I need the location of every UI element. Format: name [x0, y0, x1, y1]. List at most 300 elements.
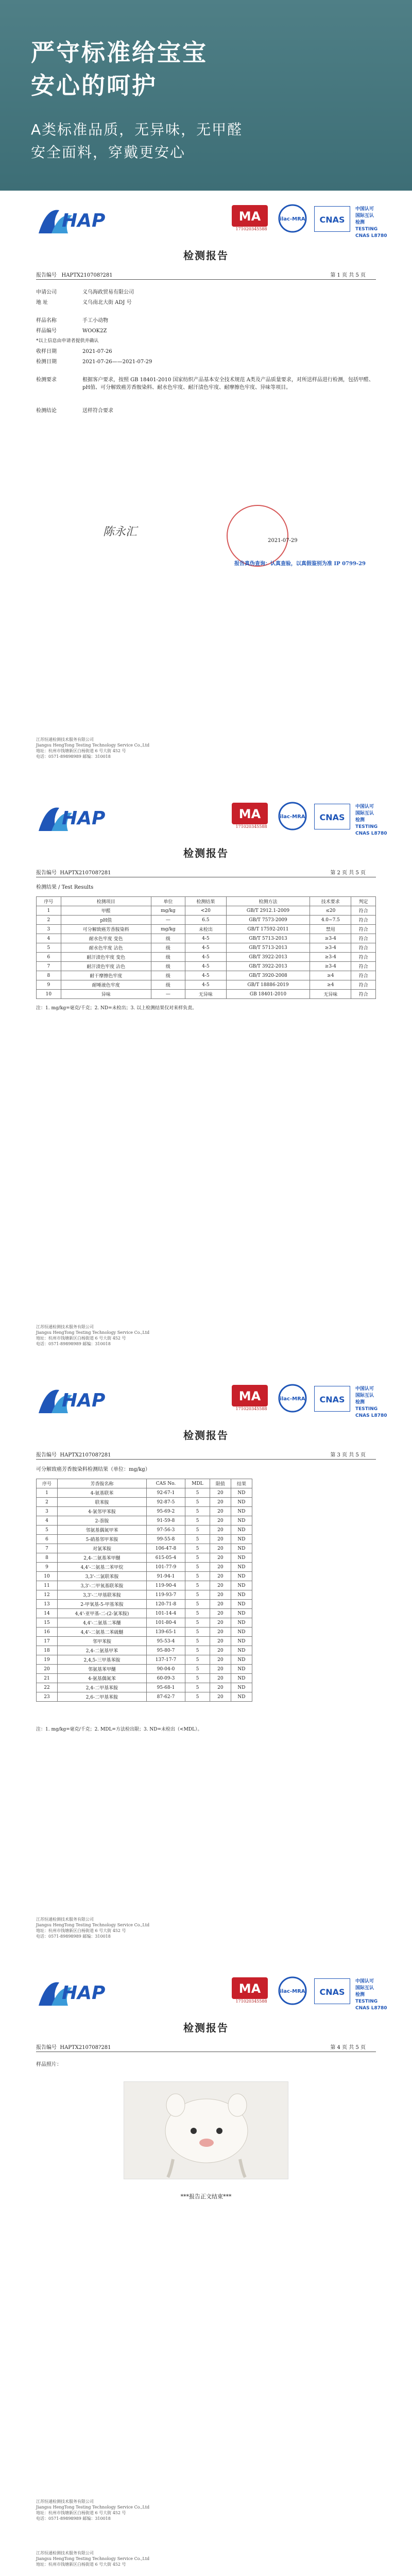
table-cell: 8: [37, 1553, 58, 1563]
table-cell: 87-62-7: [146, 1692, 185, 1702]
sample-name-label: 样品名称: [36, 318, 57, 324]
table-cell: 4: [37, 934, 61, 943]
table-cell: pH值: [61, 916, 151, 925]
received-label: 收样日期: [36, 349, 57, 354]
table-header-row: [37, 897, 376, 906]
table-cell: 20: [210, 1683, 231, 1692]
table-cell: GB/T 2912.1-2009: [226, 906, 310, 916]
table-cell: GB/T 5713-2013: [226, 934, 310, 943]
report-page-3: [0, 1370, 412, 1947]
table-cell: 9: [37, 1563, 58, 1572]
table-cell: 5: [185, 1544, 210, 1553]
ilac-logo-icon: [278, 802, 307, 831]
table-cell: 可分解致癌芳香胺染料: [61, 925, 151, 934]
table-cell: ND: [231, 1646, 252, 1655]
cnas-side-line: TESTING: [355, 1999, 378, 2004]
table-header-cell: 检测方法: [226, 897, 310, 906]
table-cell: 级: [151, 962, 185, 971]
table-cell: 5: [185, 1637, 210, 1646]
report-number-value: HAPTX210708?281: [60, 2045, 111, 2050]
ma-cert-number: 171020345588: [235, 824, 267, 829]
report-number: [36, 270, 113, 278]
table-cell: 7: [37, 962, 61, 971]
table-cell: 6: [37, 1535, 58, 1544]
table-cell: 20: [210, 1590, 231, 1600]
table-cell: 级: [151, 980, 185, 990]
sample-photo-label: 样品照片：: [36, 2062, 62, 2067]
footer-line: 江苏恒通检测技术服务有限公司: [36, 1325, 94, 1329]
hero-headline-line1: 严守标准给宝宝: [31, 39, 208, 66]
cnas-side-text: [355, 206, 387, 240]
table-row: [37, 1581, 252, 1590]
table-row: [37, 1646, 252, 1655]
table-intro: 检测结果 / Test Results: [36, 885, 94, 890]
cnas-side-line: TESTING: [355, 1406, 378, 1412]
table-cell: 20: [210, 1553, 231, 1563]
cnas-logo-icon: [314, 1978, 350, 2004]
hero-banner: [0, 0, 412, 191]
table-cell: 95-69-2: [146, 1507, 185, 1516]
table-cell: 7: [37, 1544, 58, 1553]
table-cell: 3: [37, 925, 61, 934]
cnas-side-line: 国际互认: [355, 213, 374, 218]
table-cell: ND: [231, 1535, 252, 1544]
table-cell: 符合: [351, 943, 376, 953]
table-cell: 4-氨基偶氮苯: [58, 1674, 147, 1683]
table-cell: 3: [37, 1507, 58, 1516]
table-cell: 耐汗渍色牢度 变色: [61, 953, 151, 962]
table-header-cell: 判定: [351, 897, 376, 906]
table-cell: —: [151, 916, 185, 925]
table-cell: 23: [37, 1692, 58, 1702]
footer-line: 江苏恒通检测技术服务有限公司: [36, 2499, 94, 2504]
table-cell: 20: [210, 1609, 231, 1618]
table-cell: 5: [185, 1563, 210, 1572]
table-cell: 2-甲氧基-5-甲基苯胺: [58, 1600, 147, 1609]
table-cell: 5: [185, 1516, 210, 1526]
ilac-logo-text: ilac-MRA: [280, 1989, 305, 1994]
table-row: [37, 1498, 252, 1507]
table-cell: 耐水色牢度 变色: [61, 934, 151, 943]
table-cell: 20: [210, 1600, 231, 1609]
table-cell: ND: [231, 1507, 252, 1516]
table-cell: ND: [231, 1572, 252, 1581]
table-cell: 20: [210, 1498, 231, 1507]
footer-line: 地址：杭州市钱塘新区白杨街道 6 号大街 452 号: [36, 1336, 126, 1341]
table-row: [37, 1572, 252, 1581]
cnas-side-line: 检测: [355, 1400, 365, 1405]
page-number: 第 3 页 共 5 页: [330, 1452, 366, 1458]
report-number-label: 报告编号: [36, 273, 57, 278]
table-cell: ND: [231, 1581, 252, 1590]
table-cell: 5: [185, 1683, 210, 1692]
footer-line: 电话：0571-89898989 邮编：310018: [36, 2516, 111, 2521]
cnas-side-line: 检测: [355, 220, 365, 225]
table-row: [37, 1609, 252, 1618]
table-cell: GB 18401-2010: [226, 990, 310, 999]
table-cell: 5: [185, 1581, 210, 1590]
table-cell: 5: [185, 1572, 210, 1581]
test-period-row: [36, 358, 152, 366]
table-cell: ND: [231, 1544, 252, 1553]
table-row: [37, 1544, 252, 1553]
table-cell: 22: [37, 1683, 58, 1692]
table-cell: 无异味: [310, 990, 351, 999]
table-cell: 90-04-0: [146, 1665, 185, 1674]
table-cell: 20: [210, 1674, 231, 1683]
table-cell: 2,6-二甲基苯胺: [58, 1692, 147, 1702]
table-header-cell: 序号: [37, 897, 61, 906]
table-cell: 级: [151, 971, 185, 980]
report-page-2: [0, 788, 412, 1355]
table-row: [37, 971, 376, 980]
table-cell: 邻氨基苯甲醚: [58, 1665, 147, 1674]
footer-line: 地址：杭州市钱塘新区白杨街道 6 号大街 452 号: [36, 749, 126, 753]
table-cell: ND: [231, 1665, 252, 1674]
table-cell: 4: [37, 1516, 58, 1526]
cnas-side-line: 检测: [355, 1992, 365, 1997]
table-cell: 20: [210, 1507, 231, 1516]
ma-cert-number: 171020345588: [235, 1999, 267, 2004]
table-cell: 119-93-7: [146, 1590, 185, 1600]
ilac-logo-icon: [278, 1976, 307, 2005]
table-cell: 20: [210, 1535, 231, 1544]
address-label: 地 址: [36, 300, 48, 306]
sample-photo: [124, 2081, 288, 2179]
cnas-side-line: CNAS L8780: [355, 1413, 387, 1418]
hap-logo-text: HAP: [62, 210, 106, 231]
table-cell: 137-17-7: [146, 1655, 185, 1665]
table-cell: 20: [210, 1665, 231, 1674]
ma-logo-text: MA: [238, 807, 261, 821]
table-cell: 异味: [61, 990, 151, 999]
page-footer: [36, 1917, 211, 1939]
table-row: [37, 1563, 252, 1572]
table-header-cell: CAS No.: [146, 1479, 185, 1488]
table-cell: 5: [185, 1553, 210, 1563]
page-footer: [36, 1324, 211, 1347]
table-row: [37, 906, 376, 916]
table-cell: 15: [37, 1618, 58, 1628]
report-number: [36, 2043, 111, 2050]
table-cell: 10: [37, 990, 61, 999]
table-cell: 3,3'-二氯联苯胺: [58, 1572, 147, 1581]
table-header-cell: 技术要求: [310, 897, 351, 906]
table-cell: 邻氨基偶氮甲苯: [58, 1526, 147, 1535]
cnas-side-line: 中国认可: [355, 1386, 374, 1392]
cnas-logo-icon: [314, 804, 350, 829]
table-cell: 3,3'-二甲氧基联苯胺: [58, 1581, 147, 1590]
page-footer: [36, 2499, 211, 2521]
table-row: [37, 1526, 252, 1535]
table-row: [37, 1683, 252, 1692]
sample-name-value: 手工小动物: [82, 318, 108, 324]
cnas-logo-text: CNAS: [319, 812, 345, 822]
table-row: [37, 1628, 252, 1637]
table-cell: 4,4'-二氨基二苯硫醚: [58, 1628, 147, 1637]
ma-logo-icon: [232, 1977, 268, 1999]
table-cell: 92-67-1: [146, 1488, 185, 1498]
footer-line: Jiangsu HengTong Testing Technology Service Co.,Ltd: [36, 1923, 150, 1927]
table-cell: ≥3-4: [310, 962, 351, 971]
results-table: [36, 896, 376, 999]
table-cell: 20: [210, 1516, 231, 1526]
method-text: 根据客户要求，按照 GB 18401-2010 国家纺织产品基本安全技术规范 A类及产品质量要求，对所送样品进行检测，包括甲醛、pH值、可分解致癌芳香胺染料、耐水色牢度、耐汗渍色牢度、耐摩擦色牢度、异味等项目。: [82, 377, 374, 391]
table-cell: 91-94-1: [146, 1572, 185, 1581]
footer-line: Jiangsu HengTong Testing Technology Service Co.,Ltd: [36, 1330, 150, 1335]
table-cell: 5: [185, 1618, 210, 1628]
cnas-side-line: 国际互认: [355, 1986, 374, 1991]
result-value: 送样符合要求: [82, 408, 113, 414]
table-cell: 级: [151, 934, 185, 943]
table-cell: 12: [37, 1590, 58, 1600]
table-cell: 4-5: [185, 980, 227, 990]
table-cell: 2-萘胺: [58, 1516, 147, 1526]
table-cell: —: [151, 990, 185, 999]
report-number-value: HAPTX210708?281: [60, 870, 111, 876]
table-cell: 4-氨基联苯: [58, 1488, 147, 1498]
table-cell: 4-氯邻甲苯胺: [58, 1507, 147, 1516]
table-cell: ND: [231, 1498, 252, 1507]
table-cell: 无异味: [185, 990, 227, 999]
table-cell: 符合: [351, 953, 376, 962]
table-row: [37, 980, 376, 990]
table-intro: 可分解致癌芳香胺染料检测结果（单位：mg/kg）: [36, 1467, 150, 1472]
model-row: [36, 327, 107, 335]
table-cell: 20: [210, 1637, 231, 1646]
table-cell: 19: [37, 1655, 58, 1665]
table-cell: 5: [185, 1488, 210, 1498]
divider: [36, 279, 376, 280]
report-number: [36, 868, 111, 876]
table-cell: 20: [210, 1544, 231, 1553]
table-cell: 5: [37, 1526, 58, 1535]
official-seal-stamp: [227, 505, 288, 567]
table-cell: 2,4,5-三甲基苯胺: [58, 1655, 147, 1665]
footer-line: Jiangsu HengTong Testing Technology Service Co.,Ltd: [36, 2505, 150, 2510]
table-cell: GB/T 3922-2013: [226, 953, 310, 962]
table-cell: 119-90-4: [146, 1581, 185, 1590]
table-cell: ND: [231, 1618, 252, 1628]
table-cell: 符合: [351, 934, 376, 943]
report-page-4: [0, 1963, 412, 2530]
applicant-label: 申请公司: [36, 290, 57, 295]
logo-row: [0, 799, 412, 840]
table-cell: GB/T 3920-2008: [226, 971, 310, 980]
logo-row: [0, 201, 412, 242]
hap-logo-text: HAP: [62, 1982, 106, 2004]
table-cell: GB/T 7573-2009: [226, 916, 310, 925]
address-row: [36, 299, 132, 307]
cnas-side-line: TESTING: [355, 227, 378, 232]
header-line: Jiangsu HengTong Testing Technology Service Co.,Ltd: [36, 2556, 150, 2561]
applicant-value: 义乌海政贸易有限公司: [82, 290, 134, 295]
table-cell: 未检出: [185, 925, 227, 934]
table-cell: 2: [37, 1498, 58, 1507]
table-cell: ND: [231, 1590, 252, 1600]
table-cell: 4-5: [185, 971, 227, 980]
table-cell: 符合: [351, 962, 376, 971]
page-number: 第 2 页 共 5 页: [330, 870, 366, 876]
table-cell: 2,4-二甲基苯胺: [58, 1683, 147, 1692]
table-row: [37, 1553, 252, 1563]
footer-line: 江苏恒通检测技术服务有限公司: [36, 1917, 94, 1922]
table-row: [37, 1535, 252, 1544]
table-cell: 95-53-4: [146, 1637, 185, 1646]
table-cell: <20: [185, 906, 227, 916]
cnas-side-line: 中国认可: [355, 1979, 374, 1984]
method-label: 检测要求: [36, 377, 57, 383]
table-cell: ≤20: [310, 906, 351, 916]
table-cell: ND: [231, 1628, 252, 1637]
table-cell: 4.0~7.5: [310, 916, 351, 925]
table-cell: 20: [210, 1526, 231, 1535]
table-cell: 20: [37, 1665, 58, 1674]
table-notes: 注：1. mg/kg=毫克/千克；2. MDL=方法检出限；3. ND=未检出（<MDL）。: [36, 1727, 202, 1732]
ma-cert-number: 171020345588: [235, 227, 267, 231]
table-cell: 5: [185, 1535, 210, 1544]
result-row: [36, 407, 113, 415]
table-cell: 6: [37, 953, 61, 962]
table-header-cell: 限值: [210, 1479, 231, 1488]
cnas-side-line: 中国认可: [355, 207, 374, 212]
table-cell: 97-56-3: [146, 1526, 185, 1535]
table-cell: 符合: [351, 916, 376, 925]
table-cell: 甲醛: [61, 906, 151, 916]
ma-logo-icon: [232, 803, 268, 824]
table-header-cell: 序号: [37, 1479, 58, 1488]
cnas-side-line: 检测: [355, 818, 365, 823]
report-page-1: [0, 191, 412, 773]
table-cell: 禁用: [310, 925, 351, 934]
report-number-label: 报告编号: [36, 2045, 57, 2050]
table-cell: 8: [37, 971, 61, 980]
table-cell: 耐唾液色牢度: [61, 980, 151, 990]
table-cell: 4-5: [185, 943, 227, 953]
table-cell: 17: [37, 1637, 58, 1646]
hero-headline: [31, 36, 208, 102]
report-number-value: HAPTX210708?281: [60, 1452, 111, 1458]
model-label: 样品编号: [36, 328, 57, 334]
table-cell: ND: [231, 1563, 252, 1572]
table-cell: 139-65-1: [146, 1628, 185, 1637]
report-title: 检测报告: [183, 1429, 229, 1442]
logo-row: [0, 1381, 412, 1422]
table-cell: mg/kg: [151, 906, 185, 916]
table-cell: 21: [37, 1674, 58, 1683]
table-row: [37, 925, 376, 934]
table-header-cell: 检测项目: [61, 897, 151, 906]
verify-link[interactable]: 报告真伪查询：认真查验，以真假鉴别为准 IP 0799-29: [234, 561, 366, 567]
ilac-logo-text: ilac-MRA: [280, 1396, 305, 1402]
test-period-label: 检测日期: [36, 359, 57, 365]
table-cell: 10: [37, 1572, 58, 1581]
table-cell: 5: [185, 1507, 210, 1516]
table-cell: 92-87-5: [146, 1498, 185, 1507]
table-cell: 95-68-1: [146, 1683, 185, 1692]
table-cell: 60-09-3: [146, 1674, 185, 1683]
table-cell: 符合: [351, 971, 376, 980]
report-title: 检测报告: [183, 249, 229, 262]
logo-row: [0, 1973, 412, 2014]
table-cell: 20: [210, 1488, 231, 1498]
table-cell: 耐水色牢度 沾色: [61, 943, 151, 953]
table-cell: ≥3-4: [310, 953, 351, 962]
table-cell: 5: [37, 943, 61, 953]
ma-logo-text: MA: [238, 209, 261, 224]
ma-logo-icon: [232, 205, 268, 227]
table-row: [37, 1516, 252, 1526]
table-cell: 5: [185, 1628, 210, 1637]
table-cell: 91-59-8: [146, 1516, 185, 1526]
cnas-side-text: [355, 1978, 387, 2012]
page-number: 第 1 页 共 5 页: [330, 273, 366, 278]
table-cell: ND: [231, 1488, 252, 1498]
ilac-logo-icon: [278, 204, 307, 233]
ilac-logo-text: ilac-MRA: [280, 216, 305, 222]
cnas-side-line: 国际互认: [355, 811, 374, 816]
table-cell: 5: [185, 1498, 210, 1507]
table-cell: ND: [231, 1516, 252, 1526]
sign-date: 2021-07-29: [268, 538, 298, 544]
table-header-cell: 结果: [231, 1479, 252, 1488]
table-row: [37, 1637, 252, 1646]
table-cell: 20: [210, 1581, 231, 1590]
report-number-label: 报告编号: [36, 1452, 57, 1458]
table-cell: 18: [37, 1646, 58, 1655]
report-page-5: [0, 2545, 412, 2576]
received-row: [36, 348, 112, 355]
table-cell: 对氯苯胺: [58, 1544, 147, 1553]
hero-subtitle: [31, 118, 243, 164]
footer-line: 地址：杭州市钱塘新区白杨街道 6 号大街 452 号: [36, 1928, 126, 1933]
page-header-company: [36, 2550, 211, 2567]
page-number: 第 4 页 共 5 页: [330, 2045, 366, 2050]
cnas-logo-text: CNAS: [319, 1987, 345, 1997]
hap-logo-text: HAP: [62, 1390, 106, 1411]
table-cell: ND: [231, 1692, 252, 1702]
table-cell: 邻甲苯胺: [58, 1637, 147, 1646]
report-number-value: HAPTX210708?281: [61, 273, 113, 278]
table-cell: 耐汗渍色牢度 沾色: [61, 962, 151, 971]
table-row: [37, 934, 376, 943]
footer-line: 电话：0571-89898989 邮编：310018: [36, 1342, 111, 1346]
table-row: [37, 1507, 252, 1516]
table-cell: 符合: [351, 925, 376, 934]
signature: 陈永汇: [103, 526, 138, 538]
table-cell: GB/T 3922-2013: [226, 962, 310, 971]
table-cell: ND: [231, 1683, 252, 1692]
table-header-cell: 芳香胺名称: [58, 1479, 147, 1488]
table-cell: 5-硝基邻甲苯胺: [58, 1535, 147, 1544]
cnas-logo-icon: [314, 206, 350, 232]
ilac-logo-text: ilac-MRA: [280, 814, 305, 820]
table-cell: 101-77-9: [146, 1563, 185, 1572]
table-cell: 1: [37, 1488, 58, 1498]
table-cell: 20: [210, 1618, 231, 1628]
divider: [36, 1459, 376, 1460]
table-cell: 级: [151, 953, 185, 962]
applicant-row: [36, 289, 134, 296]
cnas-logo-icon: [314, 1386, 350, 1412]
table-cell: ≥4: [310, 971, 351, 980]
ma-logo-text: MA: [238, 1389, 261, 1403]
cnas-side-line: CNAS L8780: [355, 831, 387, 836]
table-cell: GB/T 17592-2011: [226, 925, 310, 934]
table-header-cell: MDL: [185, 1479, 210, 1488]
table-cell: 1: [37, 906, 61, 916]
cnas-logo-text: CNAS: [319, 215, 345, 225]
